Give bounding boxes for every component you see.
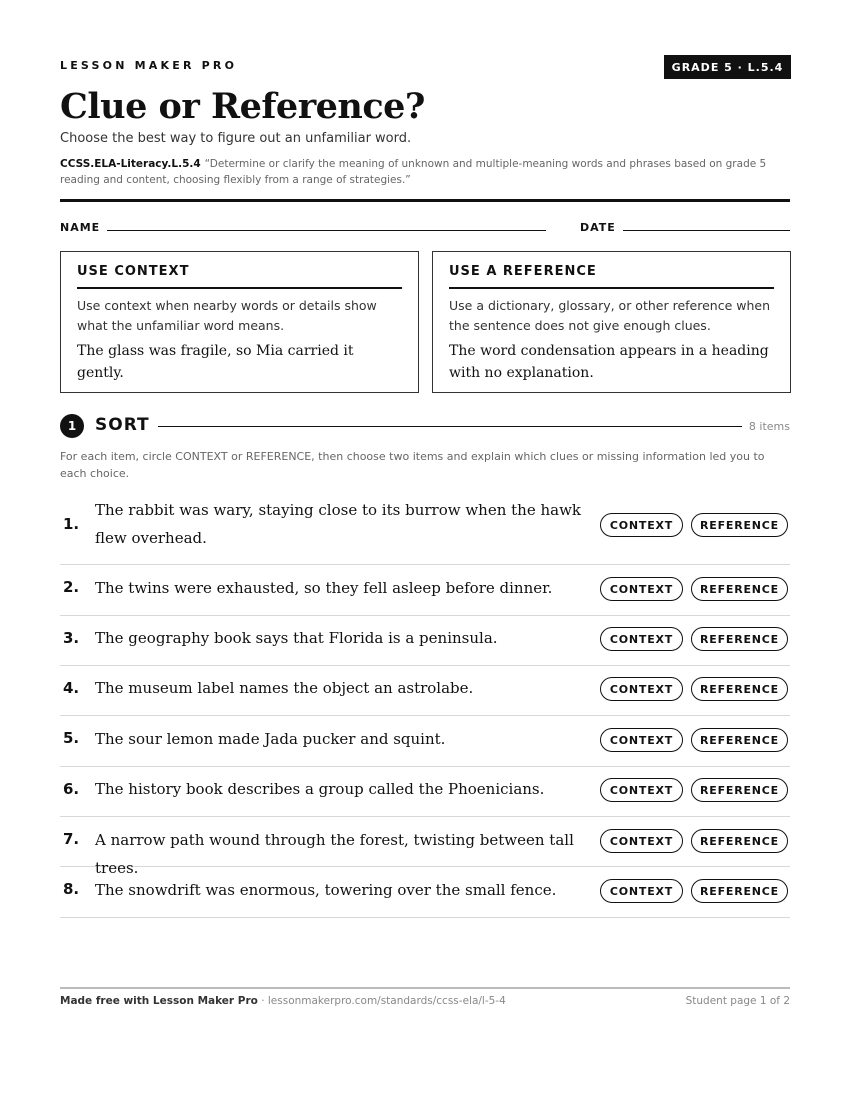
reference-choice[interactable]: REFERENCE <box>691 577 788 601</box>
use-context-card <box>60 251 419 393</box>
item-number: 5. <box>63 729 80 747</box>
list-item <box>60 716 790 767</box>
context-choice[interactable]: CONTEXT <box>600 577 683 601</box>
card-title: USE A REFERENCE <box>449 264 774 289</box>
footer-url: · lessonmakerpro.com/standards/ccss-ela/l-5-4 <box>257 995 506 1007</box>
item-number: 4. <box>63 679 80 697</box>
item-sentence: The geography book says that Florida is a peninsula. <box>95 629 498 647</box>
context-choice[interactable]: CONTEXT <box>600 778 683 802</box>
item-sentence: The museum label names the object an astrolabe. <box>95 679 474 697</box>
item-number: 6. <box>63 780 80 798</box>
item-number: 2. <box>63 578 80 596</box>
context-choice[interactable]: CONTEXT <box>600 627 683 651</box>
standard-citation <box>60 156 790 188</box>
context-choice[interactable]: CONTEXT <box>600 879 683 903</box>
item-number: 1. <box>63 515 80 533</box>
grade-badge: GRADE 5 · L.5.4 <box>664 55 791 79</box>
header-divider <box>60 199 790 202</box>
card-title: USE CONTEXT <box>77 264 402 289</box>
page-indicator: Student page 1 of 2 <box>685 995 790 1007</box>
item-sentence: The rabbit was wary, staying close to its burrow when the hawk flew overhead. <box>95 501 582 547</box>
list-item <box>60 867 790 918</box>
context-choice[interactable]: CONTEXT <box>600 829 683 853</box>
reference-choice[interactable]: REFERENCE <box>691 627 788 651</box>
section-instructions: For each item, circle CONTEXT or REFERENCE, then choose two items and explain which clues or missing information led you to each choice. <box>60 450 765 480</box>
brand-name: LESSON MAKER PRO <box>60 59 238 72</box>
list-item <box>60 565 790 616</box>
list-item <box>60 492 790 565</box>
footer-credit <box>60 995 506 1007</box>
section-title: SORT <box>95 415 150 435</box>
name-label: NAME <box>60 221 101 234</box>
date-field-line[interactable] <box>623 230 790 231</box>
item-sentence: The sour lemon made Jada pucker and squint. <box>95 730 446 748</box>
use-reference-card <box>432 251 791 393</box>
card-description: Use a dictionary, glossary, or other reference when the sentence does not give enough clues. <box>449 298 771 333</box>
page-title: Clue or Reference? <box>60 86 425 127</box>
footer-made-with: Made free with Lesson Maker Pro <box>60 995 258 1007</box>
item-sentence: The history book describes a group called the Phoenicians. <box>95 780 545 798</box>
reference-choice[interactable]: REFERENCE <box>691 513 788 537</box>
card-example: The word condensation appears in a heading with no explanation. <box>449 343 769 381</box>
standard-text: “Determine or clarify the meaning of unknown and multiple-meaning words and phrases based on grade 5 reading and content, choosing flexibly from a range of strategies.” <box>60 158 767 186</box>
context-choice[interactable]: CONTEXT <box>600 677 683 701</box>
item-sentence: The twins were exhausted, so they fell asleep before dinner. <box>95 579 553 597</box>
context-choice[interactable]: CONTEXT <box>600 728 683 752</box>
card-example: The glass was fragile, so Mia carried it gently. <box>77 343 354 381</box>
reference-choice[interactable]: REFERENCE <box>691 829 788 853</box>
page-subtitle: Choose the best way to figure out an unfamiliar word. <box>60 131 412 146</box>
item-number: 8. <box>63 880 80 898</box>
card-description: Use context when nearby words or details show what the unfamiliar word means. <box>77 298 377 333</box>
item-number: 3. <box>63 629 80 647</box>
reference-choice[interactable]: REFERENCE <box>691 677 788 701</box>
standard-code: CCSS.ELA-Literacy.L.5.4 <box>60 158 201 170</box>
list-item <box>60 767 790 817</box>
item-count: 8 items <box>748 420 790 433</box>
list-item <box>60 817 790 877</box>
context-choice[interactable]: CONTEXT <box>600 513 683 537</box>
list-item <box>60 616 790 666</box>
item-number: 7. <box>63 830 80 848</box>
footer-divider <box>60 987 790 989</box>
item-sentence: A narrow path wound through the forest, twisting between tall trees. <box>95 831 574 877</box>
reference-choice[interactable]: REFERENCE <box>691 879 788 903</box>
item-sentence: The snowdrift was enormous, towering over the small fence. <box>95 881 557 899</box>
date-label: DATE <box>580 221 616 234</box>
reference-choice[interactable]: REFERENCE <box>691 778 788 802</box>
name-field-line[interactable] <box>107 230 546 231</box>
section-divider <box>158 426 742 427</box>
reference-choice[interactable]: REFERENCE <box>691 728 788 752</box>
section-number-badge: 1 <box>60 414 84 438</box>
list-item <box>60 666 790 716</box>
